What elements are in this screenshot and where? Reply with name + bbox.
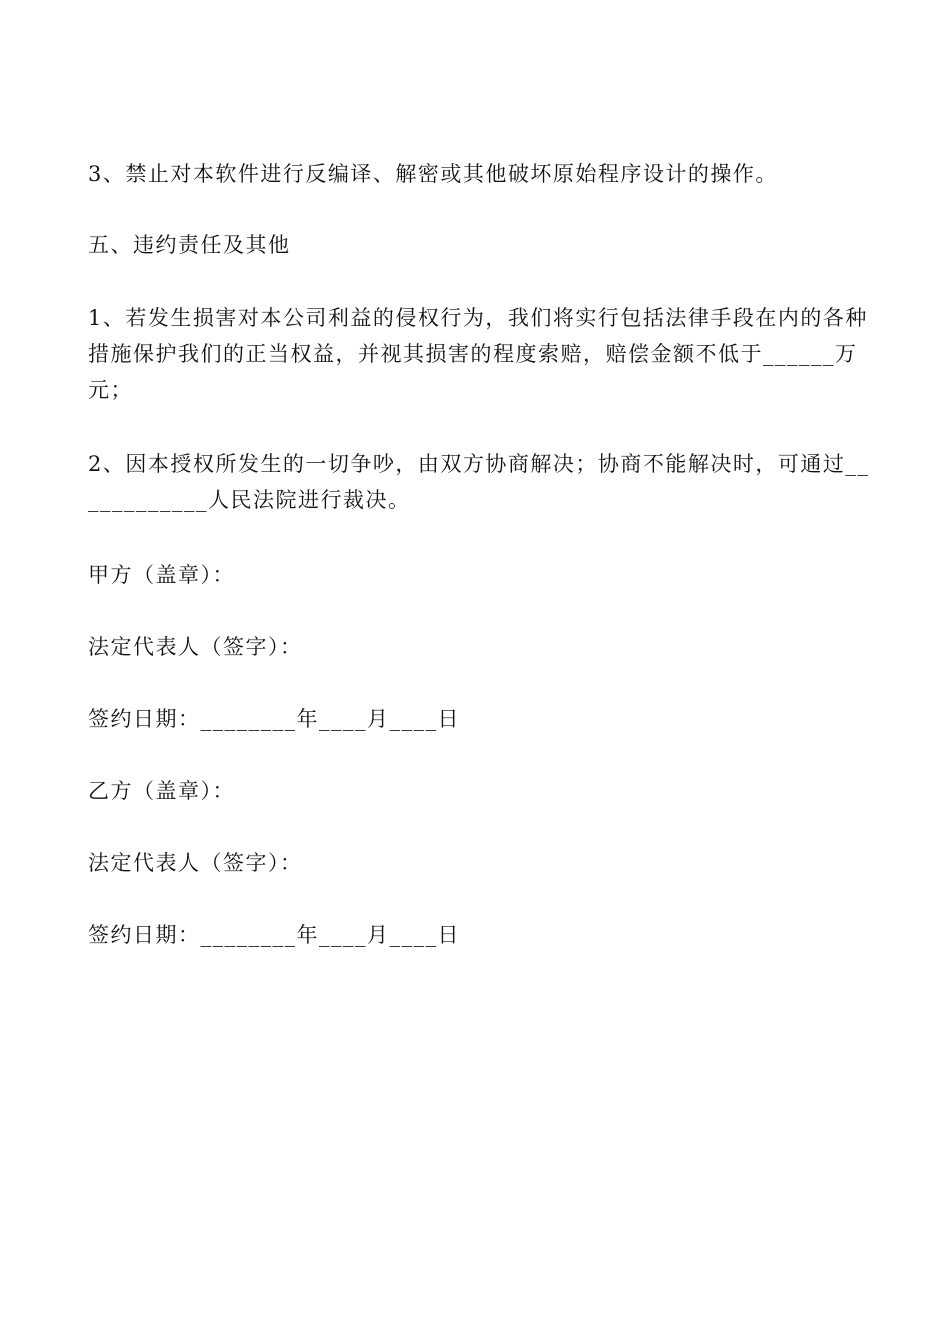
clause-1-line-1: 1、若发生损害对本公司利益的侵权行为，我们将实行包括法律手段在内的各种 [88, 306, 868, 330]
party-b-signing-date: 签约日期：________年____月____日 [88, 923, 460, 947]
clause-1-line-3: 元； [88, 378, 133, 402]
clause-1-line-2: 措施保护我们的正当权益，并视其损害的程度索赔，赔偿金额不低于______万 [88, 342, 858, 366]
section-5-heading: 五、违约责任及其他 [88, 233, 291, 257]
clause-2-line-2: __________人民法院进行裁决。 [88, 488, 411, 512]
party-b-representative-label: 法定代表人（签字）： [88, 851, 303, 875]
party-a-seal-label: 甲方（盖章）： [88, 563, 235, 587]
clause-3-paragraph: 3、禁止对本软件进行反编译、解密或其他破坏原始程序设计的操作。 [88, 162, 778, 186]
party-b-seal-label: 乙方（盖章）： [88, 779, 235, 803]
clause-2-paragraph [88, 446, 868, 518]
clause-2-line-1: 2、因本授权所发生的一切争吵，由双方协商解决；协商不能解决时，可通过__ [88, 452, 870, 476]
party-a-signing-date: 签约日期：________年____月____日 [88, 707, 460, 731]
party-a-representative-label: 法定代表人（签字）： [88, 635, 303, 659]
clause-1-paragraph [88, 300, 868, 408]
